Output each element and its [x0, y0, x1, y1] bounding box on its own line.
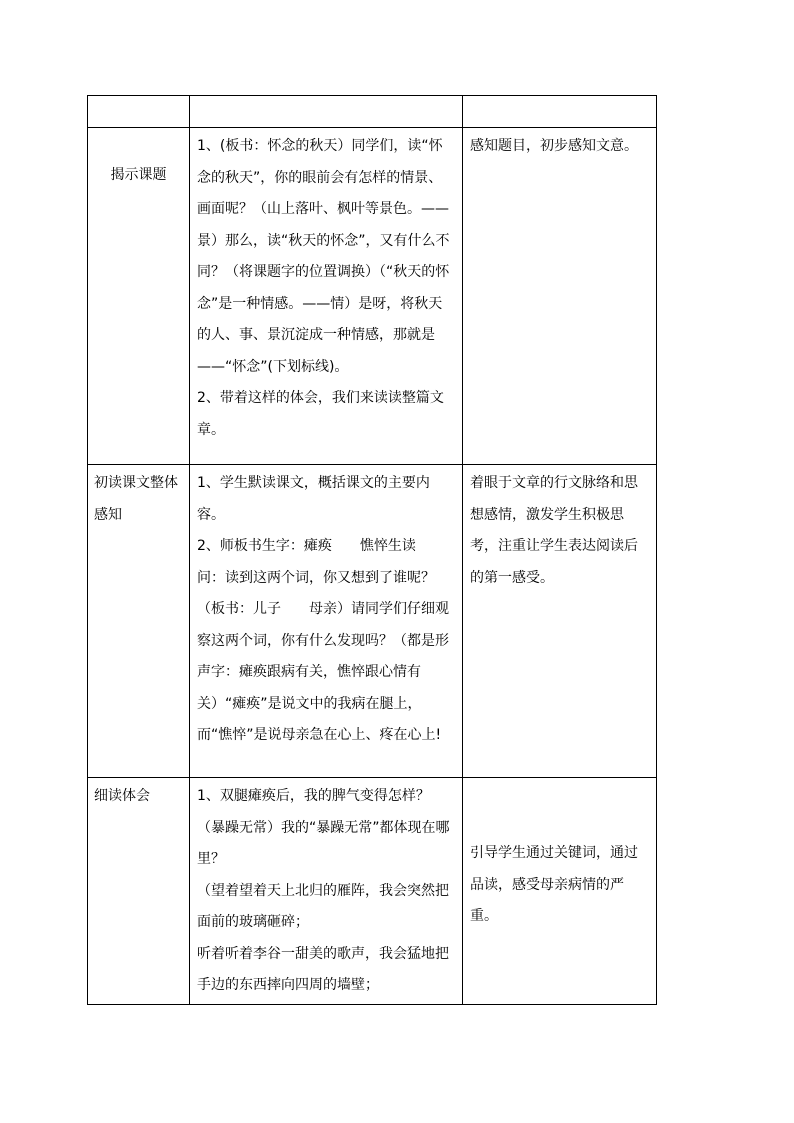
activity-paragraph: 1、(板书：怀念的秋天）同学们，读“怀念的秋天”，你的眼前会有怎样的情景、画面呢？（山上落叶、枫叶等景色。——景）那么，读“秋天的怀念”，又有什么不同？（将课题字的位置调换）（“秋天的怀念”是一种情感。——情）是呀，将秋天的人、事、景沉淀成一种情感，那就是——“怀念”(下划标线)。 — [197, 138, 450, 375]
stage-label: 揭示课题 — [110, 167, 167, 183]
table-row — [88, 778, 657, 1005]
activity-paragraph: 听着听着李谷一甜美的歌声，我会猛地把手边的东西摔向四周的墙壁； — [197, 945, 449, 993]
intent-cell — [463, 778, 657, 1005]
intent-text: 感知题目，初步感知文意。 — [470, 138, 638, 154]
activity-paragraph: 2、师板书生字：瘫痪 憔悴生读 问：读到这两个词，你又想到了谁呢？（板书：儿子 母亲）请同学们仔细观察这两个词，你有什么发现吗？（都是形声字：瘫痪跟病有关，憔悴跟心情有关）“瘫痪”是说文中的我病在腿上，而“憔悴”是说母亲急在心上、疼在心上! — [197, 538, 449, 743]
table-header-row — [88, 96, 657, 128]
header-cell-intent — [463, 96, 657, 128]
activities-cell — [190, 465, 463, 778]
stage-cell — [88, 465, 190, 778]
activity-paragraph: 2、带着这样的体会，我们来读读整篇文章。 — [197, 390, 444, 438]
activity-paragraph: （望着望着天上北归的雁阵，我会突然把面前的玻璃砸碎； — [197, 882, 449, 930]
stage-cell — [88, 128, 190, 465]
stage-label: 初读课文整体感知 — [94, 475, 178, 523]
table-row — [88, 128, 657, 465]
activities-cell — [190, 778, 463, 1005]
header-cell-stage — [88, 96, 190, 128]
stage-cell — [88, 778, 190, 1005]
header-cell-activities — [190, 96, 463, 128]
stage-label: 细读体会 — [94, 788, 150, 804]
intent-cell — [463, 128, 657, 465]
activity-paragraph: 1、双腿瘫痪后，我的脾气变得怎样？（暴躁无常）我的“暴躁无常”都体现在哪里？ — [197, 788, 450, 867]
intent-cell — [463, 465, 657, 778]
activities-cell — [190, 128, 463, 465]
lesson-plan-table — [87, 95, 657, 1005]
intent-text: 着眼于文章的行文脉络和思想感情，激发学生积极思考，注重让学生表达阅读后的第一感受。 — [470, 475, 638, 586]
table-row — [88, 465, 657, 778]
activity-paragraph: 1、学生默读课文，概括课文的主要内容。 — [197, 475, 430, 523]
intent-text: 引导学生通过关键词，通过品读，感受母亲病情的严重。 — [470, 845, 638, 924]
